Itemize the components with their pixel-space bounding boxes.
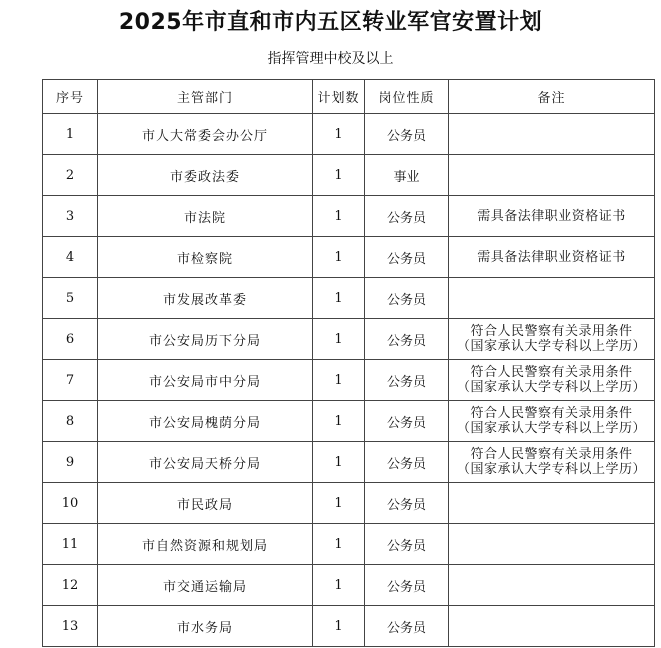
cell-dept: 市委政法委 xyxy=(98,155,313,196)
note-line: （国家承认大学专科以上学历） xyxy=(456,339,646,354)
note-line: 符合人民警察有关录用条件 xyxy=(470,324,633,339)
cell-plan: 1 xyxy=(313,483,365,524)
cell-nature: 公务员 xyxy=(365,319,449,360)
cell-dept: 市民政局 xyxy=(98,483,313,524)
placement-plan-table xyxy=(42,79,655,647)
cell-seq: 9 xyxy=(43,442,98,483)
cell-seq: 3 xyxy=(43,196,98,237)
cell-nature: 公务员 xyxy=(365,114,449,155)
cell-note xyxy=(449,155,655,196)
table-row xyxy=(43,401,655,442)
cell-plan: 1 xyxy=(313,278,365,319)
cell-nature: 公务员 xyxy=(365,237,449,278)
note-line: 符合人民警察有关录用条件 xyxy=(470,406,633,421)
table-row xyxy=(43,442,655,483)
cell-note xyxy=(449,278,655,319)
note-line: （国家承认大学专科以上学历） xyxy=(456,380,646,395)
cell-note xyxy=(449,196,655,237)
note-line: 符合人民警察有关录用条件 xyxy=(470,365,633,380)
cell-plan: 1 xyxy=(313,565,365,606)
cell-dept: 市法院 xyxy=(98,196,313,237)
cell-note xyxy=(449,114,655,155)
table-body xyxy=(43,114,655,647)
cell-note xyxy=(449,606,655,647)
cell-seq: 1 xyxy=(43,114,98,155)
cell-nature: 公务员 xyxy=(365,606,449,647)
cell-nature: 公务员 xyxy=(365,524,449,565)
header-dept: 主管部门 xyxy=(98,80,313,114)
cell-seq: 11 xyxy=(43,524,98,565)
note-line: 需具备法律职业资格证书 xyxy=(477,249,626,265)
table-row xyxy=(43,319,655,360)
cell-seq: 10 xyxy=(43,483,98,524)
table-row xyxy=(43,114,655,155)
table-row xyxy=(43,278,655,319)
cell-plan: 1 xyxy=(313,237,365,278)
cell-dept: 市水务局 xyxy=(98,606,313,647)
cell-note xyxy=(449,237,655,278)
cell-plan: 1 xyxy=(313,401,365,442)
note-line: 需具备法律职业资格证书 xyxy=(477,208,626,224)
cell-plan: 1 xyxy=(313,114,365,155)
cell-nature: 公务员 xyxy=(365,278,449,319)
cell-dept: 市发展改革委 xyxy=(98,278,313,319)
cell-note xyxy=(449,524,655,565)
cell-dept: 市公安局历下分局 xyxy=(98,319,313,360)
cell-note xyxy=(449,483,655,524)
table-row xyxy=(43,606,655,647)
table-row xyxy=(43,524,655,565)
cell-nature: 公务员 xyxy=(365,442,449,483)
cell-plan: 1 xyxy=(313,606,365,647)
cell-note xyxy=(449,319,655,360)
cell-nature: 公务员 xyxy=(365,401,449,442)
cell-note xyxy=(449,442,655,483)
cell-seq: 7 xyxy=(43,360,98,401)
cell-nature: 公务员 xyxy=(365,196,449,237)
cell-seq: 5 xyxy=(43,278,98,319)
note-line: （国家承认大学专科以上学历） xyxy=(456,462,646,477)
document-subtitle: 指挥管理中校及以上 xyxy=(267,51,394,67)
cell-seq: 8 xyxy=(43,401,98,442)
cell-plan: 1 xyxy=(313,196,365,237)
note-line: 符合人民警察有关录用条件 xyxy=(470,447,633,462)
cell-seq: 4 xyxy=(43,237,98,278)
cell-seq: 13 xyxy=(43,606,98,647)
cell-note xyxy=(449,565,655,606)
cell-plan: 1 xyxy=(313,360,365,401)
table-row xyxy=(43,196,655,237)
cell-nature: 公务员 xyxy=(365,565,449,606)
table-row xyxy=(43,360,655,401)
cell-seq: 2 xyxy=(43,155,98,196)
cell-dept: 市交通运输局 xyxy=(98,565,313,606)
table-row xyxy=(43,565,655,606)
cell-dept: 市公安局天桥分局 xyxy=(98,442,313,483)
header-nature: 岗位性质 xyxy=(365,80,449,114)
note-line: （国家承认大学专科以上学历） xyxy=(456,421,646,436)
header-seq: 序号 xyxy=(43,80,98,114)
cell-dept: 市公安局槐荫分局 xyxy=(98,401,313,442)
cell-seq: 6 xyxy=(43,319,98,360)
cell-plan: 1 xyxy=(313,442,365,483)
cell-plan: 1 xyxy=(313,319,365,360)
cell-plan: 1 xyxy=(313,524,365,565)
cell-note xyxy=(449,360,655,401)
cell-dept: 市自然资源和规划局 xyxy=(98,524,313,565)
cell-dept: 市人大常委会办公厅 xyxy=(98,114,313,155)
cell-dept: 市检察院 xyxy=(98,237,313,278)
header-plan: 计划数 xyxy=(313,80,365,114)
table-row xyxy=(43,237,655,278)
cell-note xyxy=(449,401,655,442)
cell-seq: 12 xyxy=(43,565,98,606)
table-header-row xyxy=(43,80,655,114)
cell-nature: 公务员 xyxy=(365,483,449,524)
cell-nature: 公务员 xyxy=(365,360,449,401)
cell-nature: 事业 xyxy=(365,155,449,196)
cell-dept: 市公安局市中分局 xyxy=(98,360,313,401)
cell-plan: 1 xyxy=(313,155,365,196)
document-title: 2025年市直和市内五区转业军官安置计划 xyxy=(118,10,543,35)
header-note: 备注 xyxy=(449,80,655,114)
table-row xyxy=(43,483,655,524)
table-row xyxy=(43,155,655,196)
